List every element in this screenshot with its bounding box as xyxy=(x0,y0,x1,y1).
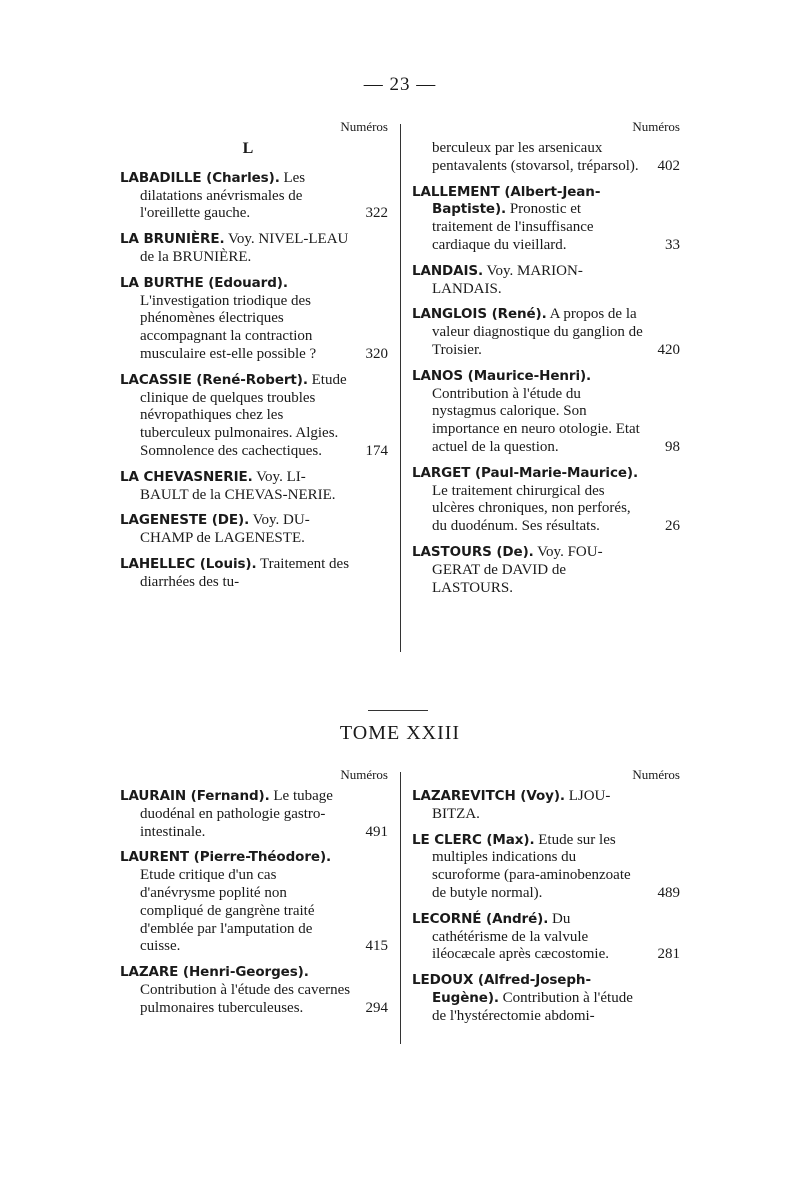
entry-author: LASTOURS (De). xyxy=(412,543,534,560)
bottom-right-column xyxy=(412,766,680,1034)
tome-title: TOME XXIII xyxy=(339,722,461,744)
index-entry xyxy=(120,788,388,841)
entry-number: 320 xyxy=(365,345,388,362)
column-header: Numéros xyxy=(632,119,680,134)
entry-author: LAGENESTE (DE). xyxy=(120,512,250,529)
entry-author: LA BURTHE (Edouard). xyxy=(120,274,288,291)
entry-author: LAURAIN (Fernand). xyxy=(120,788,270,804)
index-entry xyxy=(120,170,388,223)
entry-author: LACASSIE (René-Robert). xyxy=(120,371,308,388)
entry-author: LANDAIS. xyxy=(412,262,484,279)
page-number: — 23 — xyxy=(363,74,437,95)
section-letter: L xyxy=(242,140,254,157)
index-entry xyxy=(120,964,388,1017)
entry-number: 420 xyxy=(657,341,680,358)
entry-title: Contribution à l'étude du nystagmus calorique. Son importance en neuro otologie. Etat actuel de la question. xyxy=(432,385,640,455)
index-entry xyxy=(412,911,680,964)
entry-number: 322 xyxy=(365,205,388,222)
index-entry xyxy=(120,372,388,461)
entry-author: LAZAREVITCH (Voy). xyxy=(412,788,565,804)
entry-author: LABADILLE (Charles). xyxy=(120,169,280,186)
entry-title: LJOU-BITZA. xyxy=(432,788,611,822)
entry-number: 281 xyxy=(657,946,680,963)
top-right-column xyxy=(412,118,680,605)
entry-title: Voy. MARION-LANDAIS. xyxy=(432,262,583,297)
index-entry xyxy=(120,469,388,505)
entry-title: Etude sur les multiples indications du scuroforme (para-aminobenzoate de butyle normal). xyxy=(432,831,631,901)
entry-title: Le traitement chirurgical des ulcères chroniques, non perforés, du duodénum. Ses résultats. xyxy=(432,482,631,535)
index-entry xyxy=(120,231,388,267)
index-entry xyxy=(412,368,680,457)
entry-title: berculeux par les arsenicaux pentavalents (stovarsol, tréparsol). xyxy=(432,140,639,174)
entry-title: Etude critique d'un cas d'anévrysme poplité non compliqué de gangrène traité d'emblée par l'amputation de cuisse. xyxy=(140,867,315,955)
entry-number: 491 xyxy=(365,823,388,840)
entry-number: 402 xyxy=(657,157,680,174)
index-entry xyxy=(412,788,680,824)
entry-title: Pronostic et traitement de l'insuffisance cardiaque du vieillard. xyxy=(432,201,594,253)
index-entry-continuation xyxy=(412,140,680,176)
entry-title: Les dilatations anévrismales de l'oreillette gauche. xyxy=(140,169,306,222)
entry-author: LE CLERC (Max). xyxy=(412,831,535,848)
entry-author: LA BRUNIÈRE. xyxy=(120,231,225,248)
index-entry xyxy=(412,972,680,1025)
entry-number: 174 xyxy=(365,442,388,459)
section-rule xyxy=(368,710,428,711)
entry-number: 26 xyxy=(665,518,680,535)
index-entry xyxy=(120,556,388,592)
entry-author: LANOS (Maurice-Henri). xyxy=(412,367,592,384)
entry-number: 98 xyxy=(665,438,680,455)
index-entry xyxy=(412,184,680,255)
entry-number: 294 xyxy=(365,999,388,1016)
column-header: Numéros xyxy=(632,767,680,782)
entry-title: Voy. NIVEL-LEAU de la BRUNIÈRE. xyxy=(140,231,349,265)
index-entry xyxy=(412,832,680,903)
column-divider xyxy=(400,124,401,652)
entry-title: Etude clinique de quelques troubles névropathiques chez les tuberculeux pulmonaires. Algies. Somnolence des cachectiques. xyxy=(140,371,347,459)
entry-title: Contribution à l'étude de l'hystérectomie abdomi- xyxy=(432,989,633,1024)
entry-title: Le tubage duodénal en pathologie gastro-intestinale. xyxy=(140,788,333,840)
index-entry xyxy=(120,512,388,548)
column-header: Numéros xyxy=(340,767,388,782)
index-entry xyxy=(412,544,680,597)
entry-title: Traitement des diarrhées des tu- xyxy=(140,555,350,590)
entry-title: L'investigation triodique des phénomènes électriques accompagnant la contraction musculaire est-elle possible ? xyxy=(140,292,317,362)
index-entry xyxy=(412,263,680,299)
entry-title: Du cathétérisme de la valvule iléocæcale après cæcostomie. xyxy=(432,910,610,963)
entry-author: LA CHEVASNERIE. xyxy=(120,468,253,485)
entry-author: LAURENT (Pierre-Théodore). xyxy=(120,849,332,866)
entry-title: A propos de la valeur diagnostique du ganglion de Troisier. xyxy=(432,306,643,358)
entry-author: LEDOUX (Alfred-Joseph-Eugène). xyxy=(412,972,591,1006)
entry-author: LAZARE (Henri-Georges). xyxy=(120,964,309,981)
entry-author: LANGLOIS (René). xyxy=(412,306,547,323)
entry-title: Voy. DU-CHAMP de LAGENESTE. xyxy=(140,512,310,547)
top-left-column xyxy=(120,118,388,600)
index-entry xyxy=(412,465,680,536)
index-entry xyxy=(120,275,388,364)
entry-author: LALLEMENT (Albert-Jean-Baptiste). xyxy=(412,183,601,218)
entry-number: 489 xyxy=(657,884,680,901)
bottom-left-column xyxy=(120,766,388,1026)
entry-title: Voy. LI-BAULT de la CHEVAS-NERIE. xyxy=(140,468,336,503)
column-divider xyxy=(400,772,401,1044)
column-header: Numéros xyxy=(340,119,388,134)
entry-number: 415 xyxy=(365,938,388,955)
entry-author: LARGET (Paul-Marie-Maurice). xyxy=(412,464,638,481)
entry-number: 33 xyxy=(665,236,680,253)
index-entry xyxy=(120,849,388,956)
entry-title: Voy. FOU-GERAT de DAVID de LASTOURS. xyxy=(432,543,603,596)
entry-author: LECORNÉ (André). xyxy=(412,910,549,927)
index-entry xyxy=(412,306,680,359)
entry-title: Contribution à l'étude des cavernes pulmonaires tuberculeuses. xyxy=(140,981,351,1016)
entry-author: LAHELLEC (Louis). xyxy=(120,555,257,572)
